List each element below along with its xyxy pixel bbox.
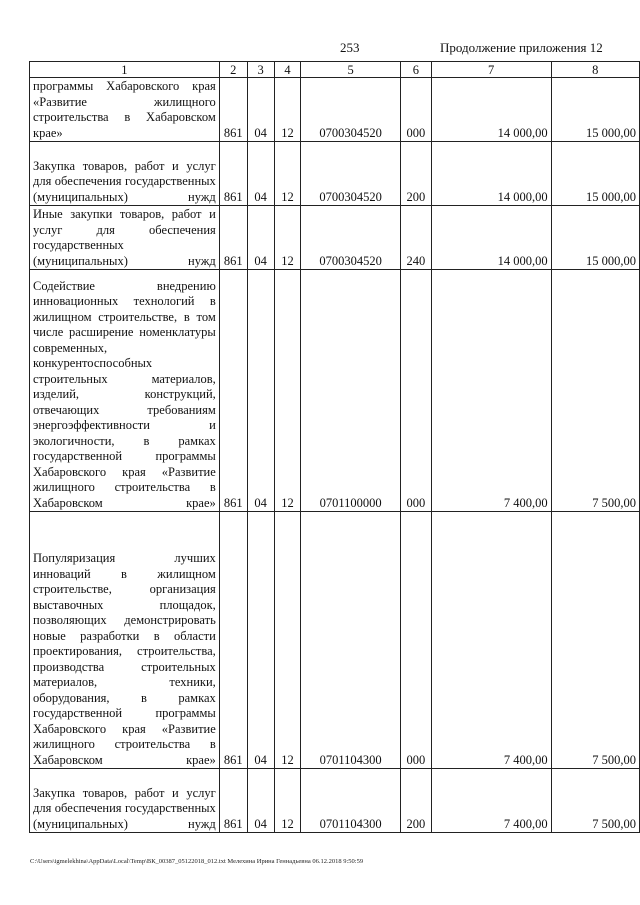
cell-target-article: 0701104300	[301, 512, 400, 769]
row-description: Закупка товаров, работ и услуг для обеспечения государственных (муниципальных) нужд	[30, 769, 220, 833]
cell-admin-code: 861	[219, 142, 247, 206]
cell-amount-year2: 7 500,00	[551, 270, 639, 512]
cell-subsection: 12	[274, 512, 301, 769]
table-header-row	[30, 62, 640, 78]
cell-amount-year1: 14 000,00	[431, 206, 551, 270]
cell-expense-type: 240	[400, 206, 431, 270]
column-header: 4	[274, 62, 301, 78]
column-header: 8	[551, 62, 639, 78]
row-description: Закупка товаров, работ и услуг для обеспечения государственных (муниципальных) нужд	[30, 142, 220, 206]
cell-section: 04	[247, 769, 274, 833]
cell-subsection: 12	[274, 206, 301, 270]
cell-subsection: 12	[274, 142, 301, 206]
cell-target-article: 0701104300	[301, 769, 400, 833]
column-header: 3	[247, 62, 274, 78]
cell-section: 04	[247, 206, 274, 270]
table-row	[30, 142, 640, 206]
row-description: программы Хабаровского края «Развитие жилищного строительства в Хабаровском крае»	[30, 78, 220, 142]
footer-file-path: C:\Users\igmelekhina\AppData\Local\Temp\ВК_00387_05122018_012.txt Мелехина Ирина Геннадьевна 06.12.2018 9:50:59	[30, 858, 364, 865]
cell-admin-code: 861	[219, 78, 247, 142]
cell-target-article: 0700304520	[301, 206, 400, 270]
cell-amount-year1: 7 400,00	[431, 270, 551, 512]
cell-section: 04	[247, 142, 274, 206]
table-row	[30, 270, 640, 512]
table-row	[30, 206, 640, 270]
column-header: 5	[301, 62, 400, 78]
cell-admin-code: 861	[219, 270, 247, 512]
cell-amount-year2: 7 500,00	[551, 769, 639, 833]
row-description: Содействие внедрению инновационных технологий в жилищном строительстве, в том числе расширение номенклатуры современных, конкурентоспособных строительных материалов, изделий, конструкций, отвечающих требованиям энергоэффективности и экологичности, в рамках государственной программы Хабаровского края «Развитие жилищного строительства в Хабаровском крае»	[30, 270, 220, 512]
column-header: 1	[30, 62, 220, 78]
cell-amount-year2: 15 000,00	[551, 78, 639, 142]
cell-amount-year2: 15 000,00	[551, 142, 639, 206]
cell-expense-type: 000	[400, 512, 431, 769]
cell-admin-code: 861	[219, 769, 247, 833]
cell-subsection: 12	[274, 270, 301, 512]
page-number: 253	[340, 40, 360, 55]
cell-admin-code: 861	[219, 206, 247, 270]
budget-table	[29, 61, 640, 833]
row-description: Популяризация лучших инноваций в жилищном строительстве, организация выставочных площадок, позволяющих демонстрировать новые разработки в области проектирования, строительства, производства строительных материалов, техники, оборудования, в рамках государственной программы Хабаровского края «Развитие жилищного строительства в Хабаровском крае»	[30, 512, 220, 769]
cell-amount-year1: 14 000,00	[431, 78, 551, 142]
cell-subsection: 12	[274, 78, 301, 142]
cell-expense-type: 200	[400, 769, 431, 833]
cell-section: 04	[247, 270, 274, 512]
cell-target-article: 0700304520	[301, 142, 400, 206]
cell-subsection: 12	[274, 769, 301, 833]
column-header: 7	[431, 62, 551, 78]
cell-expense-type: 200	[400, 142, 431, 206]
cell-expense-type: 000	[400, 78, 431, 142]
cell-admin-code: 861	[219, 512, 247, 769]
cell-amount-year1: 7 400,00	[431, 512, 551, 769]
table-row	[30, 78, 640, 142]
table-row	[30, 512, 640, 769]
row-description: Иные закупки товаров, работ и услуг для обеспечения государственных (муниципальных) нужд	[30, 206, 220, 270]
column-header: 6	[400, 62, 431, 78]
cell-section: 04	[247, 78, 274, 142]
cell-amount-year1: 14 000,00	[431, 142, 551, 206]
cell-section: 04	[247, 512, 274, 769]
cell-amount-year1: 7 400,00	[431, 769, 551, 833]
cell-amount-year2: 15 000,00	[551, 206, 639, 270]
table-row	[30, 769, 640, 833]
cell-expense-type: 000	[400, 270, 431, 512]
appendix-continuation-note: Продолжение приложения 12	[440, 40, 603, 55]
column-header: 2	[219, 62, 247, 78]
cell-amount-year2: 7 500,00	[551, 512, 639, 769]
cell-target-article: 0700304520	[301, 78, 400, 142]
cell-target-article: 0701100000	[301, 270, 400, 512]
